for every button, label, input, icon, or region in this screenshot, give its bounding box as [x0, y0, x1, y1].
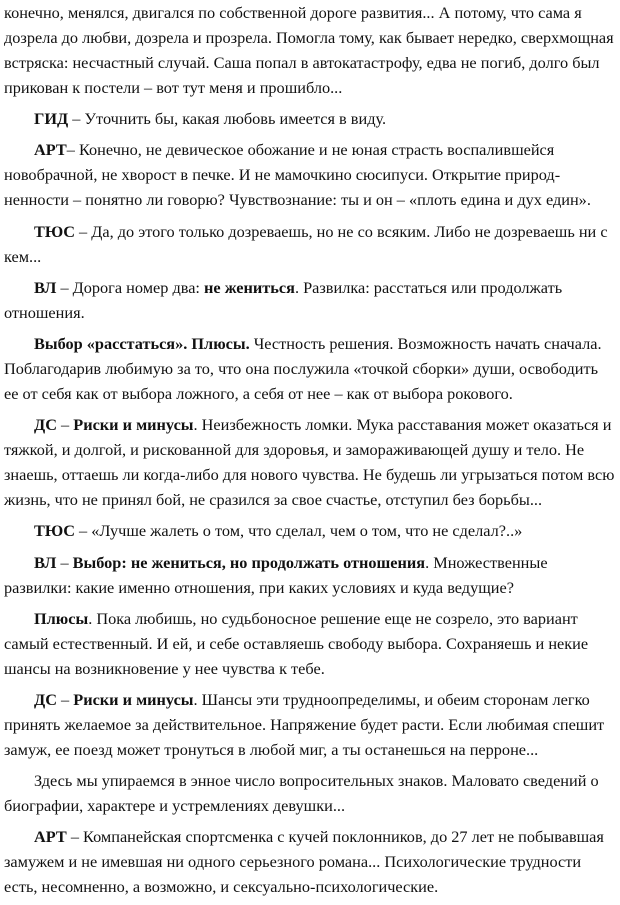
- paragraph: [4, 0, 616, 100]
- text-run: конечно, менялся, двигался по собственной дороге развития... А потому, что сама я дозрела до любви, дозрела и прозрела. Помогла тому, как бывает нередко, сверхмощная встряска: несчастный случай. Саша попал в автокатастрофу, едва не погиб, долго был прикован к постели – вот тут меня и прошибло...: [4, 3, 614, 97]
- paragraph: [4, 412, 616, 512]
- text-run: – Компанейская спортсменка с кучей поклонников, до 27 лет не побывавшая замужем и не имевшая ни одного серьезного романа... Психологические трудности есть, несомненно, а возможно, и сексуально-психологические.: [4, 827, 604, 897]
- bold-phrase: не жениться: [204, 277, 295, 297]
- paragraph: [4, 331, 616, 406]
- speaker-label: ДС: [34, 415, 57, 435]
- text-run: Честность решения. Возможность начать сначала. Поблагодарив любимую за то, что она послужила «точкой сборки» души, освободить ее от себя как от выбора ложного, а себя от нее – как от выбора рокового.: [4, 333, 602, 403]
- speaker-label: ВЛ: [34, 552, 57, 572]
- paragraph: [4, 606, 616, 681]
- document-page: [4, 0, 616, 905]
- speaker-label: ГИД: [34, 109, 69, 129]
- paragraph: [4, 550, 616, 600]
- bold-phrase: Выбор: не жениться, но продолжать отношения: [72, 552, 426, 572]
- paragraph: [4, 275, 616, 325]
- text-run: – Конечно, не девическое обожание и не юная страсть воспалившейся новобрачной, не хворост в печке. И не мамочкино сюсипуси. Открытие природ-ненности – понятно ли говорю? Чувствознание: ты и он – «плоть едина и дух един».: [4, 140, 591, 210]
- text-run: . Множественные развилки: какие именно отношения, при каких условиях и куда ведущие?: [4, 552, 548, 597]
- text-run: . Пока любишь, но судьбоносное решение еще не созрело, это вариант самый естественный. И ей, и себе оставляешь свободу выбора. Сохраняешь и некие шансы на возникновение у нее чувства к тебе.: [4, 608, 589, 678]
- text-run: . Неизбежность ломки. Мука расставания может оказаться и тяжкой, и долгой, и рискованной для здоровья, и замораживающей душу и тело. Не знаешь, оттаешь ли когда-либо для нового чувства. Не будешь ли угрызаться потом всю жизнь, что не принял бой, не сразился за свое счастье, отступил без борьбы...: [4, 415, 615, 510]
- text-run: –: [56, 415, 74, 435]
- text-run: . Развилка: расстаться или продолжать отношения.: [4, 277, 563, 322]
- bold-phrase: Риски и минусы: [73, 689, 194, 709]
- speaker-label: АРТ: [34, 140, 67, 160]
- speaker-label: ВЛ: [34, 277, 57, 297]
- speaker-label: ДС: [34, 689, 57, 709]
- bold-phrase: Риски и минусы: [73, 415, 194, 435]
- paragraph: [4, 137, 616, 212]
- text-run: . Шансы эти трудноопределимы, и обеим сторонам легко принять желаемое за действительное. Напряжение будет расти. Если любимая спешит замуж, ее поезд может тронуться в любой миг, а ты останешься на перроне...: [4, 689, 605, 759]
- paragraph: [4, 219, 616, 269]
- speaker-label: ТЮС: [34, 521, 75, 541]
- text-run: – «Лучше жалеть о том, что сделал, чем о том, что не сделал?..»: [74, 521, 523, 541]
- bold-phrase: Плюсы: [34, 608, 89, 628]
- text-run: –: [56, 552, 73, 572]
- paragraph: [4, 518, 616, 543]
- text-run: –: [56, 689, 74, 709]
- paragraph: [4, 687, 616, 762]
- paragraph: [4, 768, 616, 818]
- bold-phrase: Выбор «расстаться». Плюсы.: [34, 333, 250, 353]
- text-run: – Дорога номер два:: [56, 277, 205, 297]
- speaker-label: ТЮС: [34, 221, 75, 241]
- paragraph: [4, 106, 616, 131]
- text-run: – Да, до этого только дозреваешь, но не со всяким. Либо не дозреваешь ни с кем...: [4, 221, 608, 266]
- speaker-label: АРТ: [34, 827, 67, 847]
- text-run: Здесь мы упираемся в энное число вопросительных знаков. Маловато сведений о биографии, характере и устремлениях девушки...: [4, 771, 599, 816]
- paragraph: [4, 824, 616, 899]
- text-run: – Уточнить бы, какая любовь имеется в виду.: [68, 109, 387, 129]
